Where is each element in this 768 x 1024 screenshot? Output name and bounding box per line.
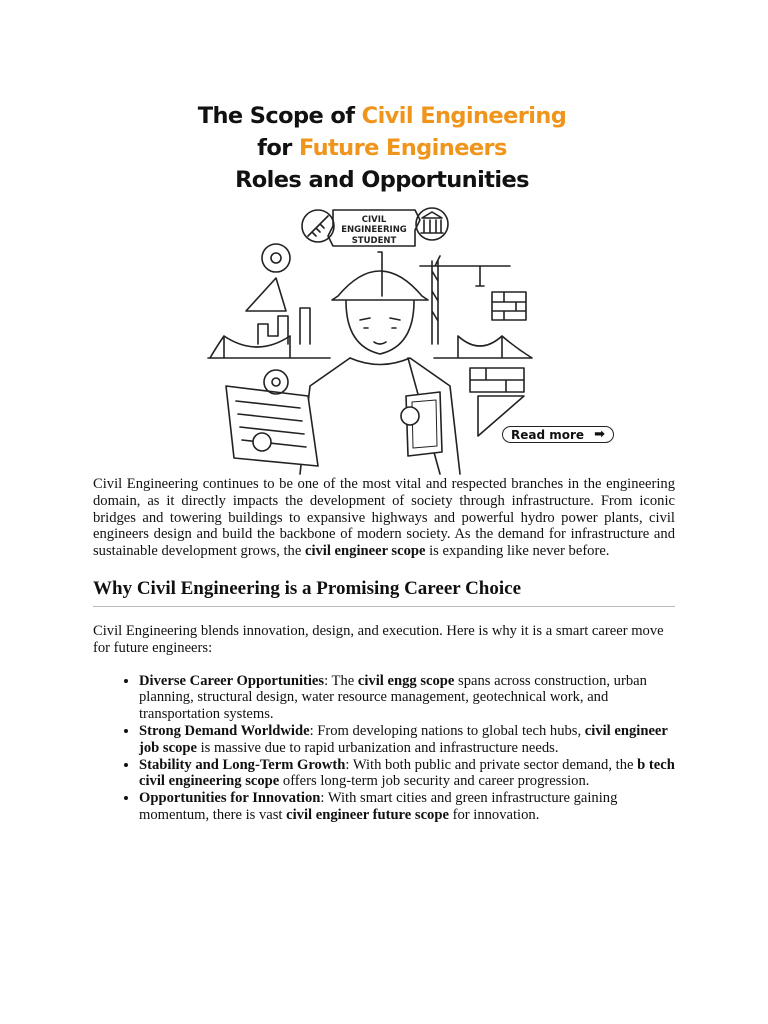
banner-title-text: Roles and Opportunities (235, 167, 529, 193)
list-item: • Opportunities for Innovation: With smart cities and green infrastructure gaining momentum, there is vast civil engineer future scope for innovation. (139, 790, 675, 824)
badge-text: ENGINEERING (341, 225, 407, 235)
bridge-illustration (208, 336, 330, 358)
crane-illustration (420, 256, 510, 344)
banner-title-text: The Scope of (197, 103, 362, 129)
student-face (346, 301, 414, 354)
list-item: • Strong Demand Worldwide: From developing nations to global tech hubs, civil engineer job scope is massive due to rapid urbanization and infrastructure needs. (139, 723, 675, 757)
arrow-right-icon: ➡ (594, 427, 605, 442)
benefits-list (93, 673, 675, 824)
keyword-bold: civil engineer scope (304, 543, 426, 560)
set-square-icon (246, 278, 286, 311)
brick-wall-icon (492, 292, 526, 320)
blueprint-sheet (226, 386, 318, 466)
section-lead: Civil Engineering blends innovation, design, and execution. Here is why it is a smart career move for future engineers: (93, 622, 664, 656)
intro-paragraph: Civil Engineering continues to be one of the most vital and respected branches in the engineering domain, as it directly impacts the development of society through infrastructure. From iconic bridges and towering buildings to expansive highways and powerful hydro power plants, civil engineers design and build the backbone of modern society. As the demand for infrastructure and sustainable development grows, the civil engineer scope is expanding like never before. (93, 476, 675, 560)
read-more-button[interactable] (502, 426, 614, 443)
article-body (93, 476, 675, 824)
list-item: • Stability and Long-Term Growth: With both public and private sector demand, the b tech civil engineering scope offers long-term job security and career progression. (139, 757, 675, 791)
hard-hat (332, 271, 428, 300)
badge-text: STUDENT (351, 236, 397, 246)
list-item: • Diverse Career Opportunities: The civil engg scope spans across construction, urban planning, structural design, water resource management, geotechnical work, and transportation systems. (139, 673, 675, 723)
banner-title-text: for (257, 135, 299, 161)
city-skyline (258, 308, 310, 344)
article-banner (140, 96, 624, 476)
banner-title-highlight: Future Engineers (298, 135, 507, 161)
civil-engineer-illustration (140, 96, 624, 476)
section-heading: Why Civil Engineering is a Promising Career Choice (93, 578, 675, 607)
banner-title-highlight: Civil Engineering (361, 103, 567, 129)
read-more-label: Read more (511, 428, 585, 442)
badge-text: CIVIL (361, 215, 387, 225)
gear-icon (262, 244, 290, 272)
